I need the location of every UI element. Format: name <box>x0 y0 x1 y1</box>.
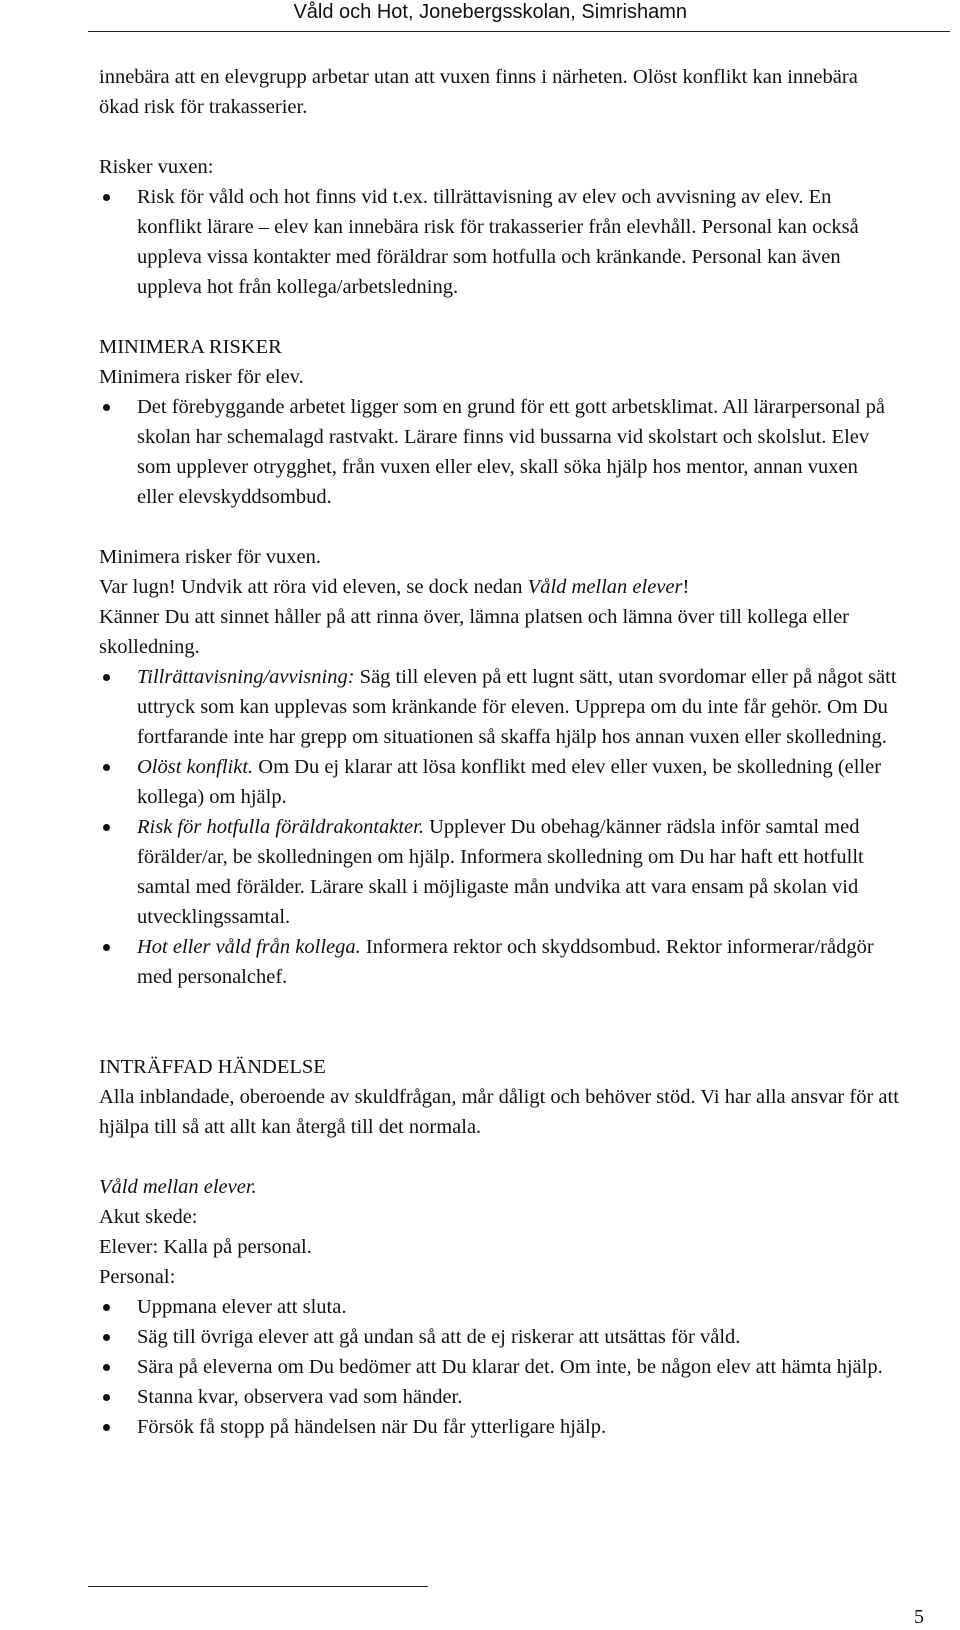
calm-prefix: Var lugn! Undvik att röra vid eleven, se dock nedan <box>99 576 528 598</box>
section-heading-incident: INTRÄFFAD HÄNDELSE <box>99 1056 326 1078</box>
violence-heading <box>99 1172 899 1202</box>
list-item <box>99 662 899 752</box>
calm-suffix: ! <box>682 576 690 598</box>
risks-adults-heading: Risker vuxen: <box>99 156 214 178</box>
list-item: Det förebyggande arbetet ligger som en grund för ett gott arbetsklimat. All lärarpersonal på skolan har schemalagd rastvakt. Lärare finns vid bussarna vid skolstart och skolslut. Elev som upplever otrygghet, från vuxen eller elev, skall söka hjälp hos mentor, annan vuxen eller elevskyddsombud. <box>99 392 899 512</box>
acute-label: Akut skede: <box>99 1206 198 1228</box>
list-item: Uppmana elever att sluta. <box>99 1292 899 1322</box>
list-item <box>99 932 899 992</box>
support-paragraph: Alla inblandade, oberoende av skuldfrågan, mår dåligt och behöver stöd. Vi har alla ansvar för att hjälpa till så att allt kan återgå till det normala. <box>99 1086 899 1138</box>
item-text: Säg till eleven på ett lugnt sätt, utan svordomar eller på något sätt uttryck som kan upplevas som kränkande för eleven. Upprepa om du inte får gehör. Om Du fortfarande inte har grepp om situationen så skaffa hjälp hos annan vuxen eller skolledning. <box>137 666 897 748</box>
item-text: Informera rektor och skyddsombud. Rektor informerar/rådgör med personalchef. <box>137 936 874 988</box>
section-heading-minimize: MINIMERA RISKER <box>99 336 282 358</box>
staff-label: Personal: <box>99 1266 176 1288</box>
intro-paragraph: innebära att en elevgrupp arbetar utan att vuxen finns i närheten. Olöst konflikt kan innebära ökad risk för trakasserier. <box>99 66 858 118</box>
item-text: Upplever Du obehag/känner rädsla inför samtal med förälder/ar, be skolledningen om hjälp. Informera skolledning om Du har haft ett hotfullt samtal med förälder. Lärare skall i möjligaste mån undvika att vara ensam på skolan vid utvecklingssamtal. <box>137 816 864 928</box>
students-line: Elever: Kalla på personal. <box>99 1236 312 1258</box>
minimize-students-list <box>99 392 899 512</box>
list-item: Stanna kvar, observera vad som händer. <box>99 1382 899 1412</box>
running-header: Våld och Hot, Jonebergsskolan, Simrishamn <box>293 1 687 23</box>
calm-reference: Våld mellan elever <box>527 576 683 598</box>
minimize-students-heading: Minimera risker för elev. <box>99 366 304 388</box>
minimize-adults-heading: Minimera risker för vuxen. <box>99 546 322 568</box>
list-item: Risk för våld och hot finns vid t.ex. tillrättavisning av elev och avvisning av elev. En konflikt lärare – elev kan innebära risk för trakasserier från elevhåll. Personal kan också uppleva vissa kontakter med föräldrar som hotfulla och kränkande. Personal kan även uppleva hot från kollega/arbetsledning. <box>99 182 899 302</box>
list-item: Försök få stopp på händelsen när Du får ytterligare hjälp. <box>99 1412 899 1442</box>
list-item: Sära på eleverna om Du bedömer att Du klarar det. Om inte, be någon elev att hämta hjälp. <box>99 1352 899 1382</box>
violence-heading-text: Våld mellan elever. <box>99 1176 257 1198</box>
calm-line <box>99 572 899 602</box>
item-title: Olöst konflikt. <box>137 756 254 778</box>
list-item: Säg till övriga elever att gå undan så att de ej riskerar att utsättas för våld. <box>99 1322 899 1352</box>
risks-adults-list <box>99 182 899 302</box>
footer-rule <box>88 1586 428 1587</box>
item-title: Hot eller våld från kollega. <box>137 936 361 958</box>
list-item <box>99 812 899 932</box>
page-number: 5 <box>914 1606 924 1628</box>
item-title: Risk för hotfulla föräldrakontakter. <box>137 816 424 838</box>
header-rule <box>88 31 950 32</box>
item-title: Tillrättavisning/avvisning: <box>137 666 355 688</box>
overflow-paragraph: Känner Du att sinnet håller på att rinna över, lämna platsen och lämna över till kollega eller skolledning. <box>99 606 850 658</box>
item-text: Om Du ej klarar att lösa konflikt med elev eller vuxen, be skolledning (eller kollega) om hjälp. <box>137 756 882 808</box>
minimize-adults-list <box>99 662 899 992</box>
staff-actions-list <box>99 1292 899 1442</box>
list-item <box>99 752 899 812</box>
body-text <box>99 62 899 1442</box>
